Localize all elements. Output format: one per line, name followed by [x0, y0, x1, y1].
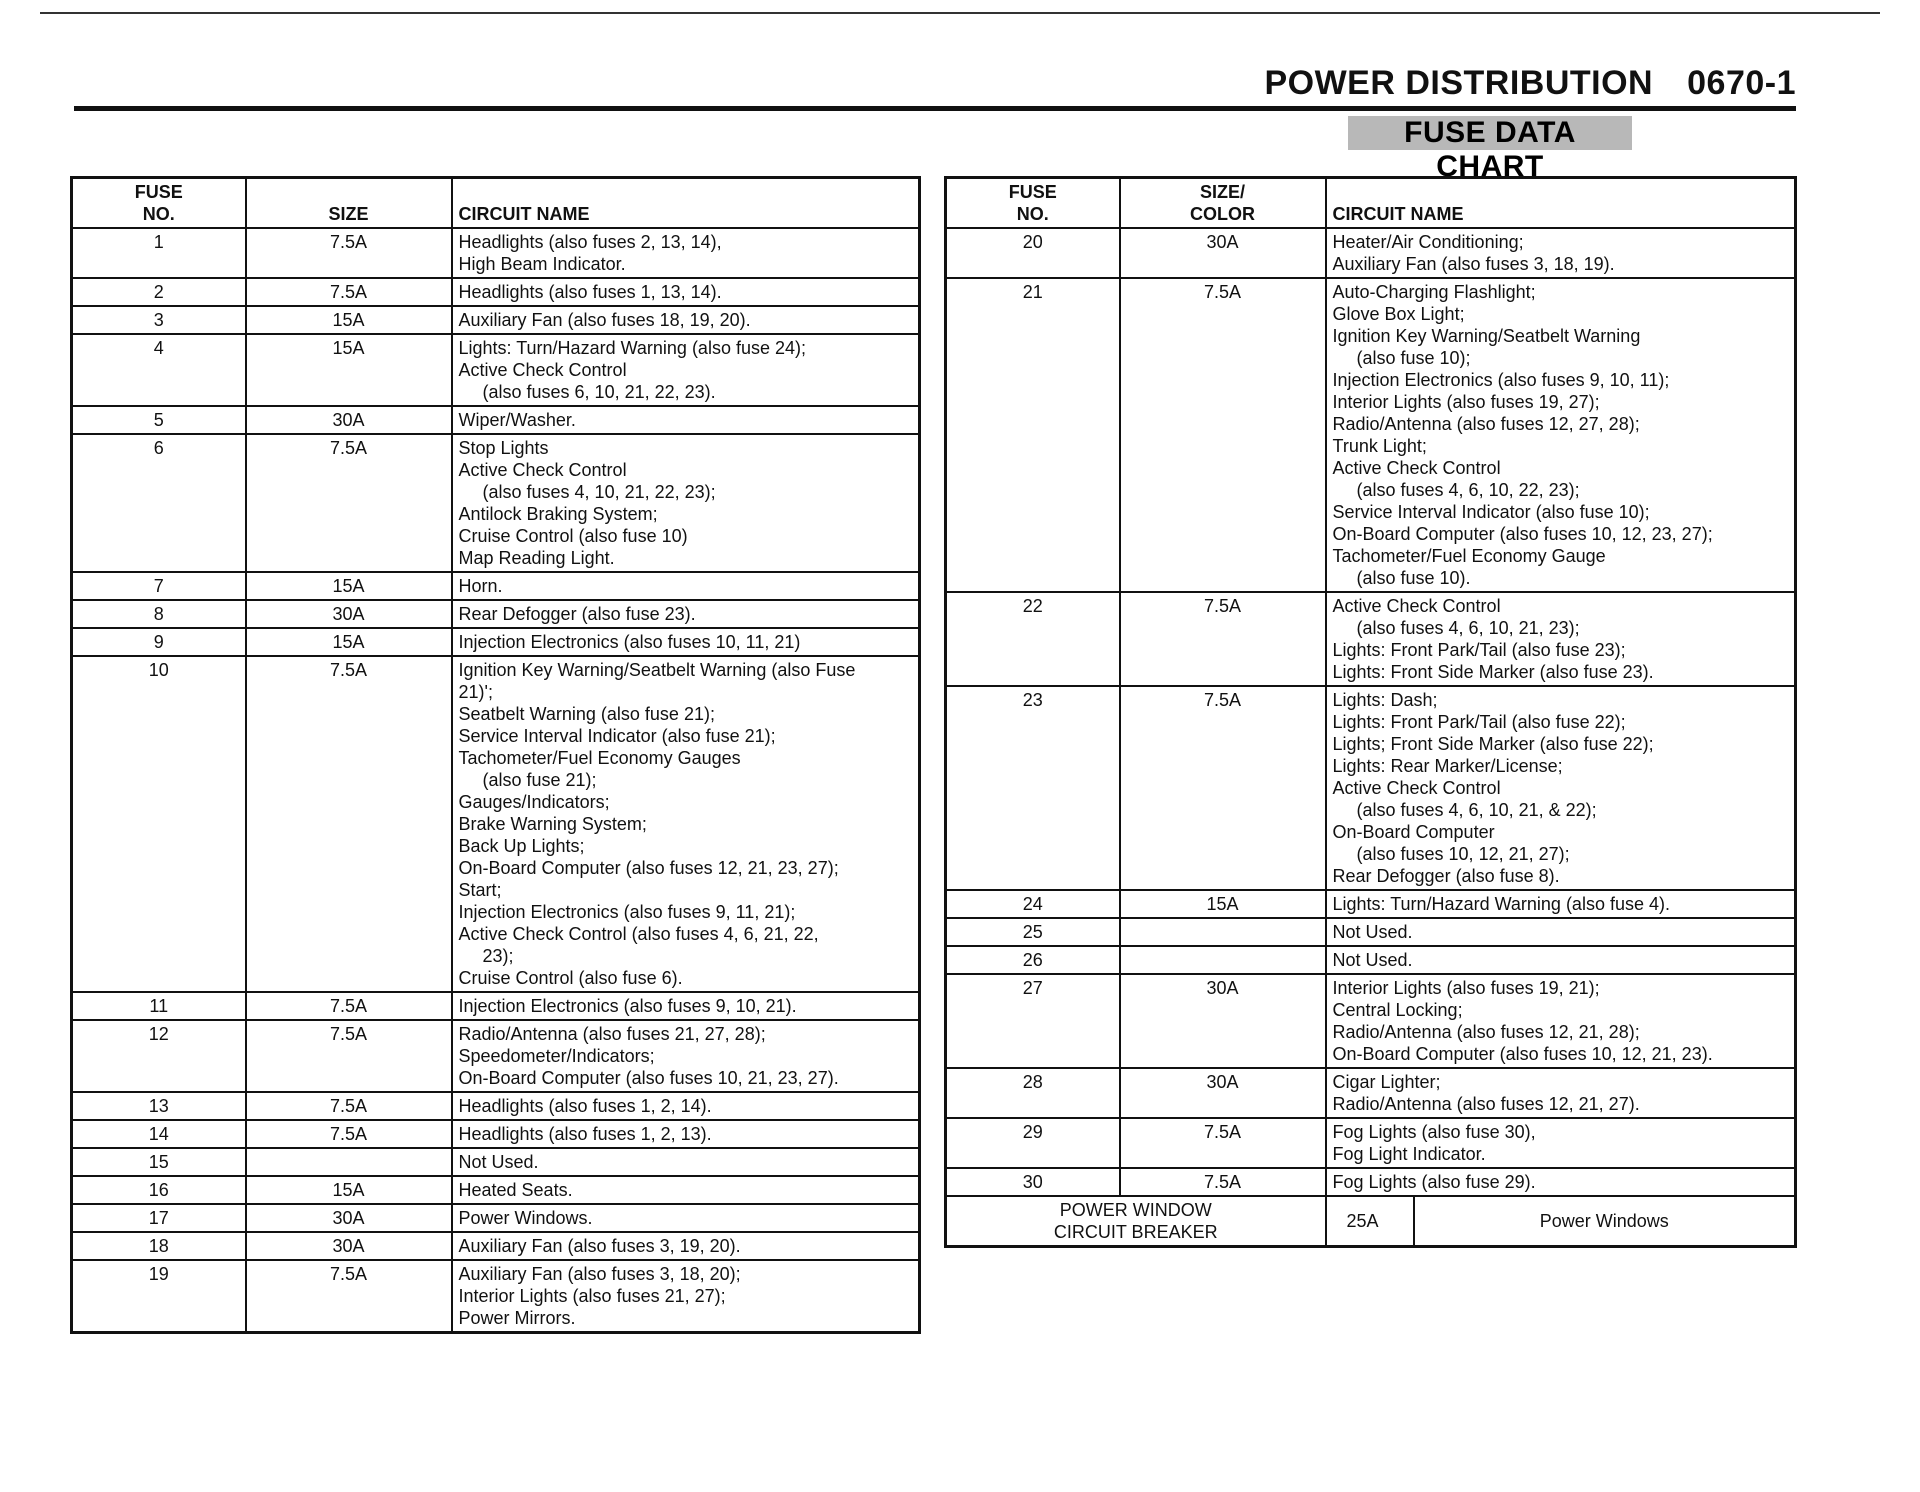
circuit-line: Not Used. — [1332, 922, 1413, 942]
circuit-line: On-Board Computer — [1332, 822, 1495, 842]
fuse-number: 17 — [72, 1204, 246, 1232]
fuse-number: 11 — [72, 992, 246, 1020]
circuit-line: Power Windows. — [458, 1208, 593, 1228]
circuit-line: (also fuse 10). — [1356, 568, 1471, 588]
fuse-row-20 — [946, 228, 1796, 278]
fuse-row-24 — [946, 890, 1796, 918]
fuse-size: 7.5A — [246, 228, 452, 278]
circuit-line: Headlights (also fuses 1, 13, 14). — [458, 282, 722, 302]
circuit-line: High Beam Indicator. — [458, 254, 626, 274]
fuse-number: 14 — [72, 1120, 246, 1148]
fuse-row-18 — [72, 1232, 920, 1260]
chart-subtitle: FUSE DATA CHART — [1348, 116, 1632, 150]
fuse-row-23 — [946, 686, 1796, 890]
fuse-row-21 — [946, 278, 1796, 592]
circuit-name — [452, 1148, 920, 1176]
circuit-line: Active Check Control — [1332, 778, 1501, 798]
circuit-line: Heater/Air Conditioning; — [1332, 232, 1524, 252]
circuit-name — [1326, 1118, 1796, 1168]
fuse-size: 30A — [1120, 1068, 1326, 1118]
fuse-size: 7.5A — [246, 656, 452, 992]
circuit-name — [452, 600, 920, 628]
circuit-name — [452, 1092, 920, 1120]
circuit-line: Lights: Front Park/Tail (also fuse 22); — [1332, 712, 1626, 732]
section-title: POWER DISTRIBUTION — [1264, 64, 1654, 102]
circuit-name — [1326, 228, 1796, 278]
circuit-line: Radio/Antenna (also fuses 12, 21, 28); — [1332, 1022, 1640, 1042]
circuit-line: Auto-Charging Flashlight; — [1332, 282, 1536, 302]
fuse-number: 2 — [72, 278, 246, 306]
circuit-line: Interior Lights (also fuses 19, 21); — [1332, 978, 1600, 998]
fuse-size: 7.5A — [1120, 1118, 1326, 1168]
fuse-size: 30A — [246, 406, 452, 434]
circuit-line: 23); — [482, 946, 514, 966]
fuse-number: 7 — [72, 572, 246, 600]
circuit-line: Lights: Turn/Hazard Warning (also fuse 24); — [458, 338, 806, 358]
fuse-row-17 — [72, 1204, 920, 1232]
header-rule — [74, 106, 1796, 111]
circuit-name — [1326, 974, 1796, 1068]
fuse-size: 7.5A — [246, 434, 452, 572]
fuse-table-right — [944, 176, 1797, 1248]
circuit-line: Fog Lights (also fuse 30), — [1332, 1122, 1536, 1142]
fuse-row-30 — [946, 1168, 1796, 1196]
circuit-line: On-Board Computer (also fuses 10, 12, 23, 27); — [1332, 524, 1713, 544]
fuse-row-25 — [946, 918, 1796, 946]
circuit-name — [1326, 946, 1796, 974]
fuse-size — [1120, 946, 1326, 974]
circuit-line: Lights: Turn/Hazard Warning (also fuse 4). — [1332, 894, 1670, 914]
fuse-number: 6 — [72, 434, 246, 572]
circuit-name — [452, 1176, 920, 1204]
circuit-name — [452, 572, 920, 600]
circuit-name — [452, 278, 920, 306]
circuit-line: (also fuses 6, 10, 21, 22, 23). — [482, 382, 716, 402]
circuit-line: Ignition Key Warning/Seatbelt Warning (also Fuse — [458, 660, 856, 680]
fuse-size: 15A — [246, 306, 452, 334]
circuit-line: Horn. — [458, 576, 503, 596]
header-fuse-no: FUSE NO. — [72, 178, 246, 229]
fuse-number: 28 — [946, 1068, 1120, 1118]
circuit-line: Active Check Control — [458, 460, 627, 480]
fuse-number: 13 — [72, 1092, 246, 1120]
circuit-line: Antilock Braking System; — [458, 504, 658, 524]
fuse-number: 25 — [946, 918, 1120, 946]
circuit-line: (also fuses 4, 6, 10, 21, & 22); — [1356, 800, 1597, 820]
fuse-size: 30A — [1120, 974, 1326, 1068]
circuit-line: Radio/Antenna (also fuses 21, 27, 28); — [458, 1024, 766, 1044]
fuse-size: 15A — [1120, 890, 1326, 918]
circuit-name — [452, 406, 920, 434]
fuse-number: 29 — [946, 1118, 1120, 1168]
circuit-line: Ignition Key Warning/Seatbelt Warning — [1332, 326, 1641, 346]
fuse-size: 7.5A — [1120, 592, 1326, 686]
circuit-line: Active Check Control — [1332, 458, 1501, 478]
circuit-line: On-Board Computer (also fuses 10, 12, 21, 23). — [1332, 1044, 1713, 1064]
fuse-number: 4 — [72, 334, 246, 406]
fuse-number: 18 — [72, 1232, 246, 1260]
fuse-size: 7.5A — [1120, 686, 1326, 890]
circuit-name — [452, 628, 920, 656]
circuit-line: Headlights (also fuses 2, 13, 14), — [458, 232, 722, 252]
fuse-size — [1120, 918, 1326, 946]
fuse-size: 7.5A — [246, 1020, 452, 1092]
circuit-line: Brake Warning System; — [458, 814, 647, 834]
fuse-row-28 — [946, 1068, 1796, 1118]
fuse-size: 15A — [246, 1176, 452, 1204]
circuit-line: (also fuses 4, 6, 10, 21, 23); — [1356, 618, 1580, 638]
fuse-number: 24 — [946, 890, 1120, 918]
fuse-number: 16 — [72, 1176, 246, 1204]
fuse-size: 7.5A — [246, 278, 452, 306]
fuse-number: 23 — [946, 686, 1120, 890]
header-fuse-no: FUSE NO. — [946, 178, 1120, 229]
circuit-line: Headlights (also fuses 1, 2, 13). — [458, 1124, 712, 1144]
circuit-line: (also fuses 4, 10, 21, 22, 23); — [482, 482, 716, 502]
fuse-size: 30A — [246, 1204, 452, 1232]
table-header-row — [946, 178, 1796, 229]
fuse-row-14 — [72, 1120, 920, 1148]
circuit-name — [452, 228, 920, 278]
breaker-circuit: Power Windows — [1414, 1196, 1796, 1247]
circuit-name — [1326, 918, 1796, 946]
fuse-number: 15 — [72, 1148, 246, 1176]
fuse-size: 15A — [246, 572, 452, 600]
circuit-line: Interior Lights (also fuses 21, 27); — [458, 1286, 726, 1306]
fuse-row-9 — [72, 628, 920, 656]
circuit-line: Active Check Control — [1332, 596, 1501, 616]
fuse-row-19 — [72, 1260, 920, 1333]
circuit-line: Trunk Light; — [1332, 436, 1427, 456]
circuit-line: Start; — [458, 880, 502, 900]
circuit-line: Wiper/Washer. — [458, 410, 576, 430]
circuit-line: Auxiliary Fan (also fuses 3, 18, 19). — [1332, 254, 1615, 274]
circuit-line: Auxiliary Fan (also fuses 18, 19, 20). — [458, 310, 751, 330]
header-circuit-name: CIRCUIT NAME — [1326, 178, 1796, 229]
circuit-name — [452, 992, 920, 1020]
circuit-line: Tachometer/Fuel Economy Gauge — [1332, 546, 1606, 566]
fuse-row-16 — [72, 1176, 920, 1204]
circuit-name — [1326, 278, 1796, 592]
circuit-line: Service Interval Indicator (also fuse 21); — [458, 726, 776, 746]
circuit-line: Fog Light Indicator. — [1332, 1144, 1486, 1164]
circuit-line: Not Used. — [458, 1152, 539, 1172]
fuse-number: 12 — [72, 1020, 246, 1092]
circuit-name — [1326, 686, 1796, 890]
circuit-line: Heated Seats. — [458, 1180, 573, 1200]
circuit-line: Map Reading Light. — [458, 548, 615, 568]
fuse-size: 30A — [1120, 228, 1326, 278]
circuit-line: Headlights (also fuses 1, 2, 14). — [458, 1096, 712, 1116]
fuse-size: 7.5A — [246, 1092, 452, 1120]
circuit-name — [452, 306, 920, 334]
circuit-line: Glove Box Light; — [1332, 304, 1465, 324]
fuse-row-10 — [72, 656, 920, 992]
circuit-line: Active Check Control (also fuses 4, 6, 21, 22, — [458, 924, 819, 944]
breaker-size: 25A — [1326, 1196, 1414, 1247]
fuse-size: 7.5A — [246, 992, 452, 1020]
fuse-row-15 — [72, 1148, 920, 1176]
circuit-name — [452, 1260, 920, 1333]
circuit-line: Rear Defogger (also fuse 8). — [1332, 866, 1560, 886]
fuse-row-27 — [946, 974, 1796, 1068]
fuse-row-5 — [72, 406, 920, 434]
circuit-line: Tachometer/Fuel Economy Gauges — [458, 748, 741, 768]
fuse-number: 19 — [72, 1260, 246, 1333]
circuit-line: Seatbelt Warning (also fuse 21); — [458, 704, 715, 724]
fuse-table-left — [70, 176, 921, 1334]
circuit-name — [452, 434, 920, 572]
fuse-row-22 — [946, 592, 1796, 686]
fuse-row-11 — [72, 992, 920, 1020]
circuit-line: Fog Lights (also fuse 29). — [1332, 1172, 1536, 1192]
header-circuit-name: CIRCUIT NAME — [452, 178, 920, 229]
circuit-line: Stop Lights — [458, 438, 549, 458]
circuit-name — [452, 334, 920, 406]
fuse-number: 9 — [72, 628, 246, 656]
header-size-color: SIZE/ COLOR — [1120, 178, 1326, 229]
fuse-size: 7.5A — [246, 1260, 452, 1333]
circuit-line: (also fuse 21); — [482, 770, 597, 790]
circuit-line: (also fuse 10); — [1356, 348, 1471, 368]
circuit-line: Injection Electronics (also fuses 9, 10, 11); — [1332, 370, 1670, 390]
fuse-row-1 — [72, 228, 920, 278]
circuit-line: Service Interval Indicator (also fuse 10); — [1332, 502, 1650, 522]
fuse-size: 15A — [246, 628, 452, 656]
circuit-line: Cruise Control (also fuse 6). — [458, 968, 683, 988]
circuit-line: 21)'; — [458, 682, 493, 702]
circuit-name — [452, 1120, 920, 1148]
circuit-line: Injection Electronics (also fuses 10, 11, 21) — [458, 632, 801, 652]
fuse-row-26 — [946, 946, 1796, 974]
circuit-line: Speedometer/Indicators; — [458, 1046, 655, 1066]
circuit-line: Rear Defogger (also fuse 23). — [458, 604, 696, 624]
circuit-line: Cigar Lighter; — [1332, 1072, 1441, 1092]
circuit-name — [1326, 890, 1796, 918]
circuit-line: Injection Electronics (also fuses 9, 11, 21); — [458, 902, 796, 922]
circuit-name — [452, 1232, 920, 1260]
circuit-line: Not Used. — [1332, 950, 1413, 970]
fuse-row-2 — [72, 278, 920, 306]
fuse-row-6 — [72, 434, 920, 572]
circuit-name — [1326, 1168, 1796, 1196]
fuse-size: 30A — [246, 600, 452, 628]
fuse-row-29 — [946, 1118, 1796, 1168]
circuit-line: On-Board Computer (also fuses 12, 21, 23, 27); — [458, 858, 839, 878]
circuit-line: Gauges/Indicators; — [458, 792, 610, 812]
fuse-size: 7.5A — [1120, 1168, 1326, 1196]
circuit-line: Interior Lights (also fuses 19, 27); — [1332, 392, 1600, 412]
breaker-label: POWER WINDOW CIRCUIT BREAKER — [946, 1196, 1326, 1247]
circuit-line: Active Check Control — [458, 360, 627, 380]
fuse-number: 10 — [72, 656, 246, 992]
circuit-line: Auxiliary Fan (also fuses 3, 18, 20); — [458, 1264, 741, 1284]
circuit-line: On-Board Computer (also fuses 10, 21, 23, 27). — [458, 1068, 839, 1088]
section-code: 0670-1 — [1687, 64, 1796, 102]
circuit-line: Power Mirrors. — [458, 1308, 576, 1328]
circuit-name — [1326, 1068, 1796, 1118]
circuit-name — [452, 1020, 920, 1092]
circuit-line: Lights: Rear Marker/License; — [1332, 756, 1563, 776]
top-rule — [40, 12, 1880, 14]
circuit-name — [452, 656, 920, 992]
fuse-number: 3 — [72, 306, 246, 334]
fuse-size: 30A — [246, 1232, 452, 1260]
circuit-breaker-row — [946, 1196, 1796, 1247]
circuit-line: (also fuses 10, 12, 21, 27); — [1356, 844, 1570, 864]
circuit-line: Cruise Control (also fuse 10) — [458, 526, 688, 546]
page-title — [1264, 64, 1796, 103]
table-header-row — [72, 178, 920, 229]
fuse-row-3 — [72, 306, 920, 334]
fuse-number: 30 — [946, 1168, 1120, 1196]
circuit-name — [452, 1204, 920, 1232]
fuse-row-4 — [72, 334, 920, 406]
fuse-size: 15A — [246, 334, 452, 406]
fuse-row-12 — [72, 1020, 920, 1092]
fuse-row-8 — [72, 600, 920, 628]
fuse-size: 7.5A — [1120, 278, 1326, 592]
fuse-number: 20 — [946, 228, 1120, 278]
circuit-line: Injection Electronics (also fuses 9, 10, 21). — [458, 996, 797, 1016]
fuse-number: 1 — [72, 228, 246, 278]
circuit-line: Central Locking; — [1332, 1000, 1463, 1020]
circuit-line: Auxiliary Fan (also fuses 3, 19, 20). — [458, 1236, 741, 1256]
circuit-line: Radio/Antenna (also fuses 12, 27, 28); — [1332, 414, 1640, 434]
fuse-size: 7.5A — [246, 1120, 452, 1148]
circuit-line: Back Up Lights; — [458, 836, 585, 856]
circuit-line: Radio/Antenna (also fuses 12, 21, 27). — [1332, 1094, 1640, 1114]
fuse-number: 22 — [946, 592, 1120, 686]
circuit-line: Lights; Front Side Marker (also fuse 22); — [1332, 734, 1654, 754]
fuse-number: 8 — [72, 600, 246, 628]
fuse-number: 21 — [946, 278, 1120, 592]
fuse-row-13 — [72, 1092, 920, 1120]
circuit-name — [1326, 592, 1796, 686]
fuse-row-7 — [72, 572, 920, 600]
circuit-line: Lights: Front Park/Tail (also fuse 23); — [1332, 640, 1626, 660]
fuse-number: 5 — [72, 406, 246, 434]
circuit-line: Lights: Front Side Marker (also fuse 23). — [1332, 662, 1654, 682]
circuit-line: (also fuses 4, 6, 10, 22, 23); — [1356, 480, 1580, 500]
fuse-size — [246, 1148, 452, 1176]
fuse-number: 27 — [946, 974, 1120, 1068]
header-size: SIZE — [246, 178, 452, 229]
circuit-line: Lights: Dash; — [1332, 690, 1438, 710]
fuse-number: 26 — [946, 946, 1120, 974]
